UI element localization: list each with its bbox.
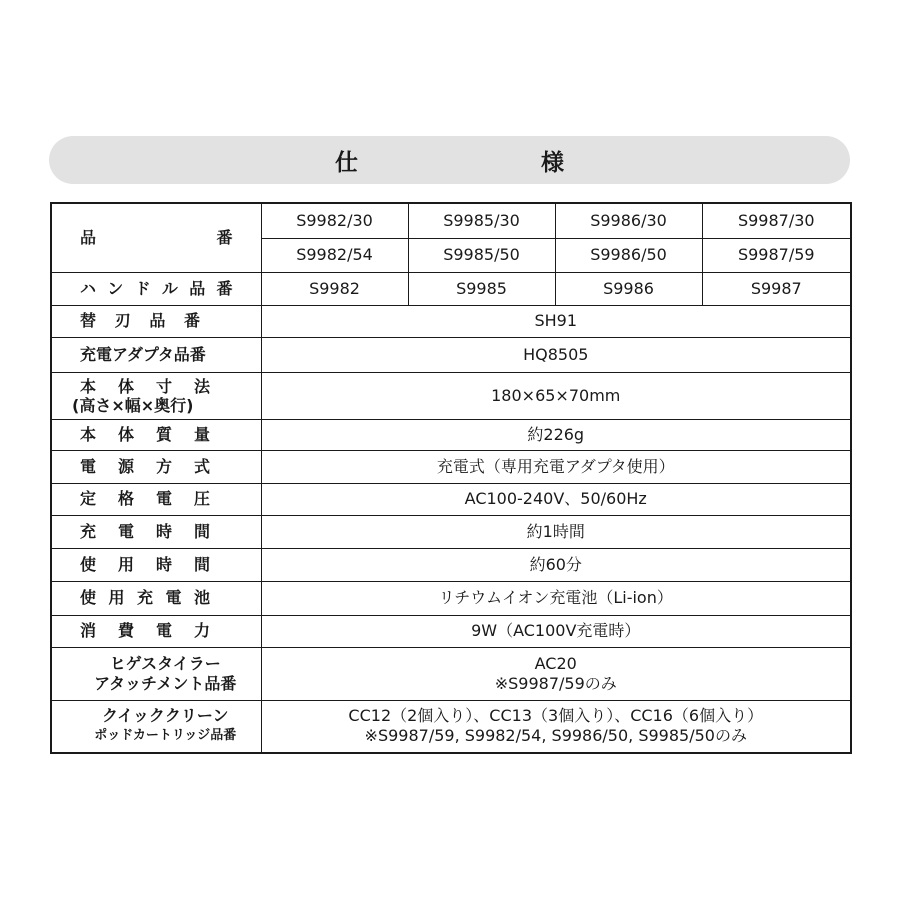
cell-use-time: 約60分: [261, 548, 851, 581]
label-handle: ハ ン ド ル 品 番: [51, 272, 261, 305]
table-row-handle: [51, 272, 851, 305]
title-bar: [49, 136, 850, 184]
table-row-use-time: [51, 548, 851, 581]
cell-styler-line2: ※S9987/59のみ: [494, 673, 617, 693]
label-blade: 替 刃 品 番: [51, 305, 261, 337]
cell-power-source: 充電式（専用充電アダプタ使用）: [261, 450, 851, 483]
cell-model-1-1: S9982/30: [261, 203, 408, 238]
cell-charge-time: 約1時間: [261, 515, 851, 548]
cell-model-1-4: S9987/30: [702, 203, 851, 238]
label-charge-time: 充 電 時 間: [51, 515, 261, 548]
table-row-styler: [51, 647, 851, 700]
cell-model-2-1: S9982/54: [261, 238, 408, 272]
table-row-weight: [51, 419, 851, 450]
table-row-dimensions: [51, 372, 851, 419]
cell-handle-4: S9987: [702, 272, 851, 305]
cell-model-1-2: S9985/30: [408, 203, 555, 238]
cell-handle-1: S9982: [261, 272, 408, 305]
spec-table: [50, 202, 852, 754]
label-quickclean: [51, 700, 261, 753]
cell-voltage: AC100-240V、50/60Hz: [261, 483, 851, 515]
cell-battery: リチウムイオン充電池（Li-ion）: [261, 581, 851, 615]
table-row-adapter: [51, 337, 851, 372]
table-row-battery: [51, 581, 851, 615]
label-quickclean-line1: クイッククリーン: [101, 706, 229, 726]
cell-model-1-3: S9986/30: [555, 203, 702, 238]
label-styler: [51, 647, 261, 700]
table-row-power-source: [51, 450, 851, 483]
table-row-voltage: [51, 483, 851, 515]
cell-adapter: HQ8505: [261, 337, 851, 372]
cell-model-2-3: S9986/50: [555, 238, 702, 272]
cell-dimensions: 180×65×70mm: [261, 372, 851, 419]
cell-quickclean-line1: CC12（2個入り）、CC13（3個入り）、CC16（6個入り）: [348, 706, 764, 726]
label-consumption: 消 費 電 力: [51, 615, 261, 647]
label-quickclean-line2: ポッドカートリッジ品番: [94, 728, 237, 744]
cell-blade: SH91: [261, 305, 851, 337]
cell-handle-3: S9986: [555, 272, 702, 305]
cell-handle-2: S9985: [408, 272, 555, 305]
label-dimensions-sub: (高さ×幅×奥行): [72, 395, 194, 415]
cell-styler-line1: AC20: [534, 653, 577, 673]
label-power-source: 電 源 方 式: [51, 450, 261, 483]
cell-quickclean: [261, 700, 851, 753]
table-row-charge-time: [51, 515, 851, 548]
label-voltage: 定 格 電 圧: [51, 483, 261, 515]
page-title: 仕 様: [335, 149, 644, 176]
label-weight: 本 体 質 量: [51, 419, 261, 450]
label-styler-line2: アタッチメント品番: [94, 673, 237, 693]
cell-model-2-4: S9987/59: [702, 238, 851, 272]
table-row-model-1: [51, 203, 851, 238]
label-styler-line1: ヒゲスタイラー: [109, 653, 221, 673]
label-use-time: 使 用 時 間: [51, 548, 261, 581]
cell-styler: [261, 647, 851, 700]
label-dimensions: 本 体 寸 法 (高さ×幅×奥行): [51, 372, 261, 419]
cell-quickclean-line2: ※S9987/59, S9982/54, S9986/50, S9985/50のみ: [364, 726, 747, 746]
table-row-consumption: [51, 615, 851, 647]
table-row-quickclean: [51, 700, 851, 753]
label-battery: 使 用 充 電 池: [51, 581, 261, 615]
table-row-blade: [51, 305, 851, 337]
cell-weight: 約226g: [261, 419, 851, 450]
label-model: 品 番: [51, 203, 261, 272]
label-adapter: 充電アダプタ品番: [51, 337, 261, 372]
cell-consumption: 9W（AC100V充電時）: [261, 615, 851, 647]
cell-model-2-2: S9985/50: [408, 238, 555, 272]
